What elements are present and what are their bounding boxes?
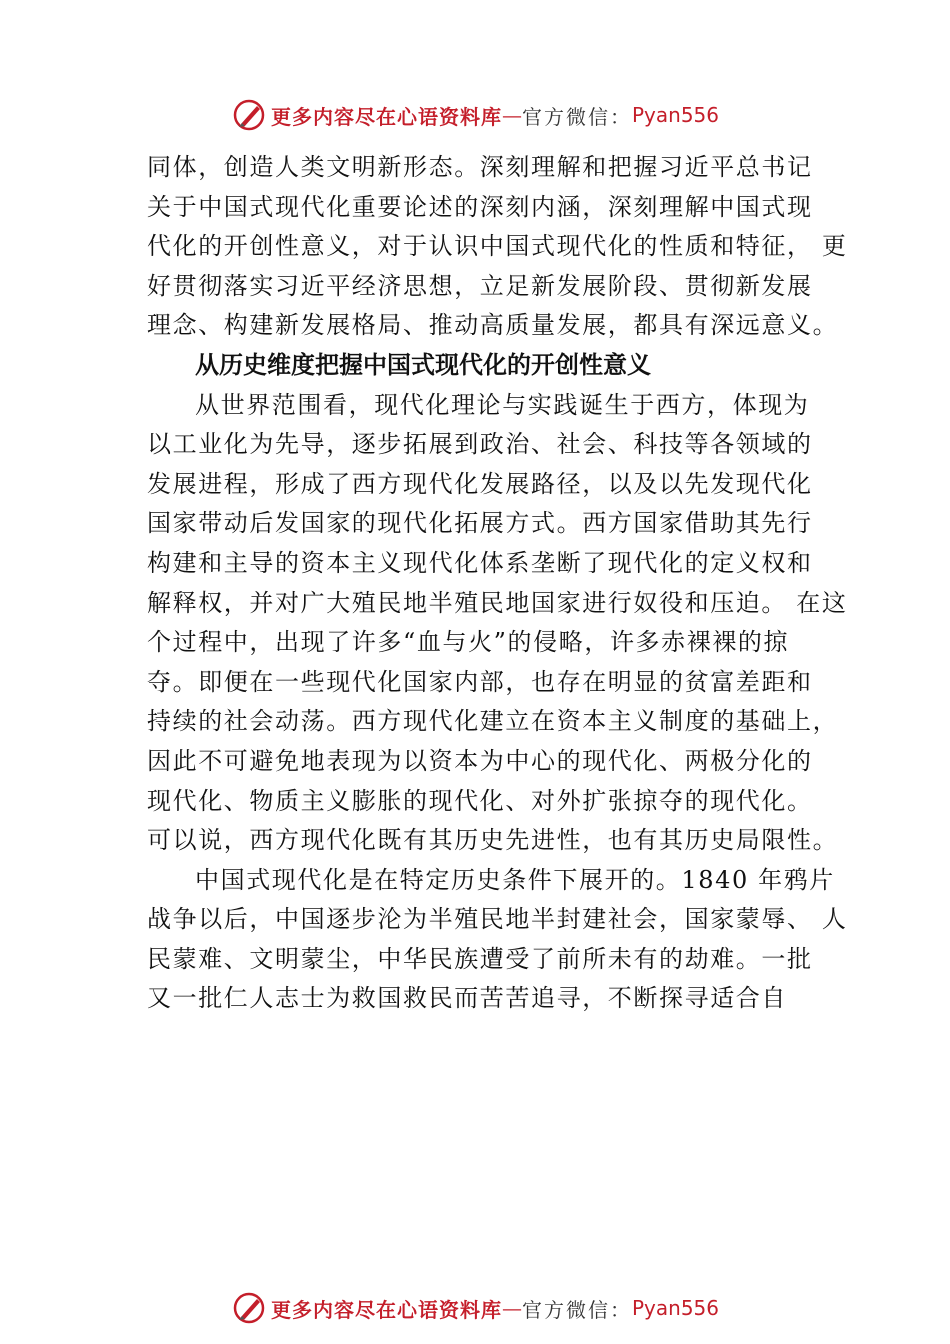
text-line: 战争以后，中国逐步沦为半殖民地半封建社会，国家蒙辱、 人 xyxy=(147,905,848,934)
text-line: 以工业化为先导，逐步拓展到政治、社会、科技等各领域的 xyxy=(147,430,813,459)
text-line: 好贯彻落实习近平经济思想，立足新发展阶段、贯彻新发展 xyxy=(147,271,813,300)
section-heading: 从历史维度把握中国式现代化的开创性意义 xyxy=(195,350,651,379)
text-line: 现代化、物质主义膨胀的现代化、对外扩张掠夺的现代化。 xyxy=(147,786,813,815)
banner-separator: — xyxy=(501,103,522,127)
banner-title: 更多内容尽在心语资料库 xyxy=(270,104,502,129)
text-line: 关于中国式现代化重要论述的深刻内涵，深刻理解中国式现 xyxy=(147,192,813,221)
paragraph-1 xyxy=(147,148,848,346)
text-line: 中国式现代化是在特定历史条件下展开的。1840 年鸦片 xyxy=(195,865,835,894)
paragraph-3 xyxy=(147,861,848,1019)
text-line: 国家带动后发国家的现代化拓展方式。西方国家借助其先行 xyxy=(147,509,813,538)
header-banner xyxy=(0,95,950,135)
banner-wechat-label: 官方微信： xyxy=(521,1297,632,1322)
text-line: 从世界范围看，现代化理论与实践诞生于西方，体现为 xyxy=(195,390,810,419)
text-line: 可以说，西方现代化既有其历史先进性，也有其历史局限性。 xyxy=(147,826,839,855)
pen-logo-icon xyxy=(231,97,267,133)
text-line: 个过程中，出现了许多“血与火”的侵略，许多赤裸裸的掠 xyxy=(147,628,790,657)
pen-logo-icon xyxy=(231,1290,267,1326)
text-line: 同体，创造人类文明新形态。深刻理解和把握习近平总书记 xyxy=(147,153,813,181)
text-line: 因此不可避免地表现为以资本为中心的现代化、两极分化的 xyxy=(147,746,813,775)
text-line: 代化的开创性意义，对于认识中国式现代化的性质和特征， 更 xyxy=(147,232,848,261)
footer-banner xyxy=(0,1288,950,1328)
text-line: 解释权，并对广大殖民地半殖民地国家进行奴役和压迫。 在这 xyxy=(147,588,848,617)
paragraph-2 xyxy=(147,386,848,861)
banner-wechat-label: 官方微信： xyxy=(521,104,632,129)
text-line: 构建和主导的资本主义现代化体系垄断了现代化的定义权和 xyxy=(147,548,813,577)
banner-wechat-id: Pyan556 xyxy=(631,103,719,127)
text-line: 民蒙难、文明蒙尘，中华民族遭受了前所未有的劫难。一批 xyxy=(147,944,813,973)
banner-title: 更多内容尽在心语资料库 xyxy=(270,1297,502,1322)
text-line: 持续的社会动荡。西方现代化建立在资本主义制度的基础上， xyxy=(147,707,839,736)
text-line: 又一批仁人志士为救国救民而苦苦追寻，不断探寻适合自 xyxy=(147,984,787,1013)
text-line: 发展进程，形成了西方现代化发展路径，以及以先发现代化 xyxy=(147,469,813,498)
document-body xyxy=(147,148,848,1019)
banner-separator: — xyxy=(501,1296,522,1320)
banner-wechat-id: Pyan556 xyxy=(631,1296,719,1320)
text-line: 理念、构建新发展格局、推动高质量发展，都具有深远意义。 xyxy=(147,311,839,340)
text-line: 夺。即便在一些现代化国家内部，也存在明显的贫富差距和 xyxy=(147,667,813,696)
